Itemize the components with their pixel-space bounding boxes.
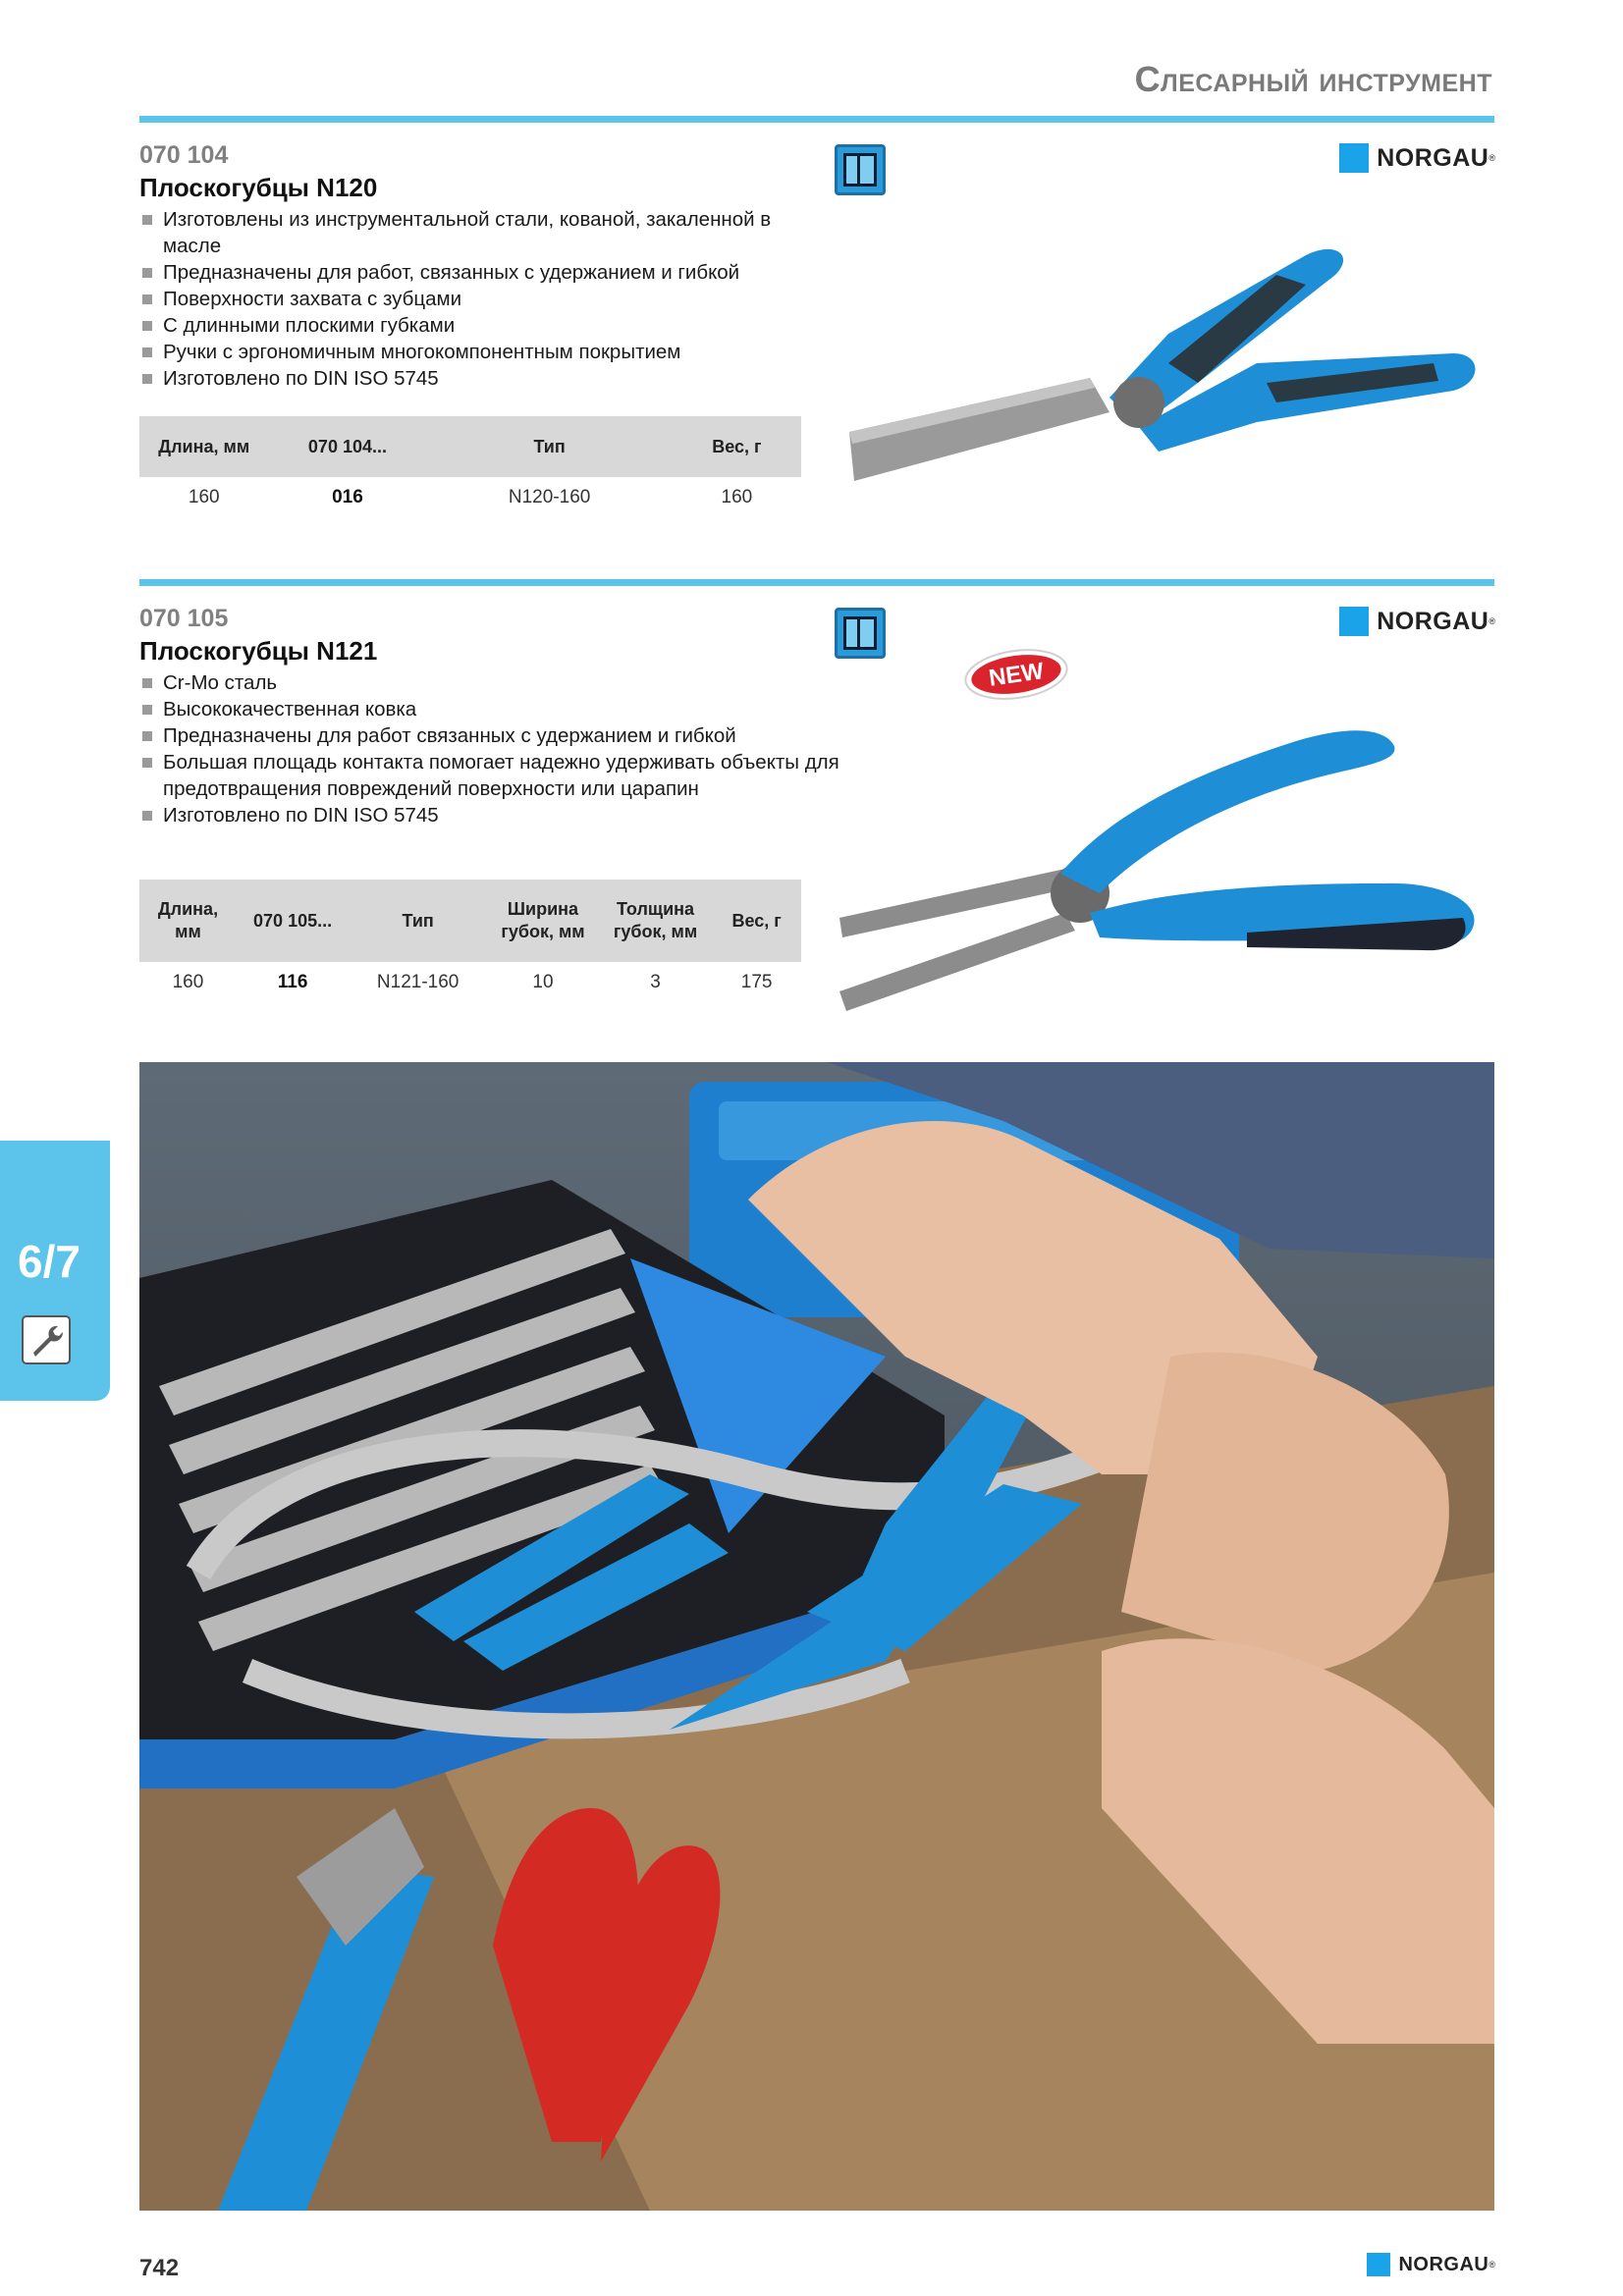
table-cell: 160 — [172, 972, 204, 992]
product-title: Плоскогубцы N120 — [139, 173, 378, 202]
col-header: 070 104... — [268, 416, 426, 477]
spec-table — [139, 416, 801, 512]
table-row — [139, 477, 801, 512]
feature-item: Изготовлено по DIN ISO 5745 — [139, 365, 807, 392]
col-header: Вес, г — [712, 880, 801, 962]
feature-item: С длинными плоскими губками — [139, 312, 807, 339]
brand-logo: NORGAU ® — [1339, 143, 1495, 173]
table-cell: N121-160 — [376, 972, 460, 992]
table-cell: 016 — [332, 487, 363, 507]
col-header: Толщина губок, мм — [599, 880, 712, 962]
product-code: 070 104 — [139, 141, 229, 169]
table-cell: 3 — [650, 972, 661, 992]
section-rule — [139, 579, 1494, 586]
wrench-icon — [22, 1315, 71, 1364]
col-header: Тип — [426, 416, 672, 477]
product-code: 070 105 — [139, 605, 229, 632]
header-rule — [139, 116, 1494, 123]
feature-item: Cr-Mo сталь — [139, 669, 846, 696]
col-header: Длина, мм — [139, 880, 237, 962]
feature-item: Изготовлено по DIN ISO 5745 — [139, 802, 846, 828]
chapter-number: 6/7 — [18, 1236, 81, 1287]
workshop-photo — [139, 1062, 1494, 2211]
feature-item: Предназначены для работ связанных с удержанием и гибкой — [139, 722, 846, 749]
table-row — [139, 962, 801, 997]
feature-list — [139, 669, 846, 828]
spec-table — [139, 880, 801, 997]
table-cell: 10 — [532, 972, 554, 992]
toolbox-symbol-icon — [835, 608, 886, 659]
pliers-image — [844, 216, 1492, 491]
col-header: Тип — [349, 880, 487, 962]
feature-list — [139, 206, 807, 392]
feature-item: Большая площадь контакта помогает надежно удерживать объекты для предотвращения повреждений поверхности или царапин — [139, 749, 846, 802]
svg-text:NEW: NEW — [987, 658, 1046, 692]
col-header: 070 105... — [237, 880, 349, 962]
col-header: Вес, г — [673, 416, 801, 477]
table-cell: N120-160 — [508, 487, 591, 507]
col-header: Длина, мм — [139, 416, 268, 477]
table-cell: 116 — [277, 972, 308, 992]
feature-item: Высококачественная ковка — [139, 696, 846, 722]
table-cell: 160 — [188, 487, 220, 507]
page-number: 742 — [139, 2255, 180, 2281]
brand-logo: NORGAU ® — [1367, 2253, 1495, 2276]
toolbox-symbol-icon — [835, 144, 886, 195]
feature-item: Ручки с эргономичным многокомпонентным покрытием — [139, 339, 807, 365]
new-badge — [962, 646, 1070, 703]
feature-item: Предназначены для работ, связанных с удержанием и гибкой — [139, 259, 807, 286]
product-title: Плоскогубцы N121 — [139, 636, 378, 666]
feature-item: Изготовлены из инструментальной стали, кованой, закаленной в масле — [139, 206, 807, 259]
brand-logo: NORGAU ® — [1339, 607, 1495, 636]
table-cell: 175 — [740, 972, 773, 992]
col-header: Ширина губок, мм — [487, 880, 599, 962]
section-title: Слесарный инструмент — [1134, 59, 1492, 99]
pliers-image — [835, 717, 1492, 1021]
feature-item: Поверхности захвата с зубцами — [139, 286, 807, 312]
table-cell: 160 — [721, 487, 753, 507]
